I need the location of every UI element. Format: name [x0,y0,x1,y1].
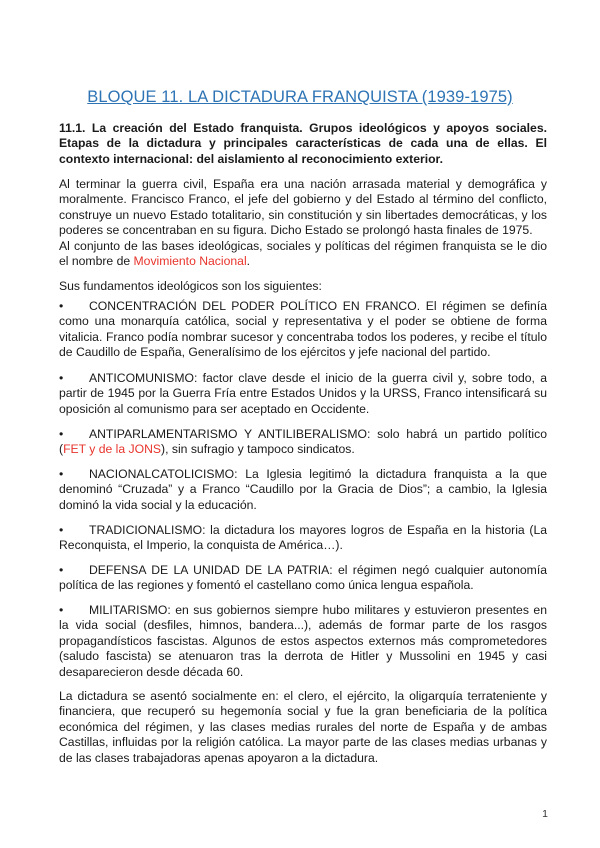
bullet-item-poder-politico [59,299,547,361]
bullet-icon: • [59,467,64,481]
bullet-item-nacionalcatolicismo [59,467,547,513]
section-heading: 11.1. La creación del Estado franquista. Grupos ideológicos y apoyos sociales. Etapas de la dictadura y principales características de cada una de ellas. El contexto internacional: del aislamiento al reconocimiento exterior. [59,121,547,166]
closing-paragraph: La dictadura se asentó socialmente en: el clero, el ejército, la oligarquía terrateniente y financiera, que recuperó su hegemonía social y fue la gran beneficiaria de la política económica del régimen, y las clases medias rurales del norte de España y de ambas Castillas, influidas por la religión católica. La mayor parte de las clases medias urbanas y de las clases trabajadoras apenas apoyaron a la dictadura. [59,689,547,765]
bases-paragraph [59,239,547,270]
document-title: BLOQUE 11. LA DICTADURA FRANQUISTA (1939-1975) [87,88,513,106]
page-number: 1 [542,808,548,820]
bullet-icon: • [59,371,64,385]
fundamentos-intro: Sus fundamentos ideológicos son los siguientes: [59,279,322,293]
bullet-item-unidad-patria [59,563,547,594]
bullet-text: DEFENSA DE LA UNIDAD DE LA PATRIA: el régimen negó cualquier autonomía política de las regiones y fomentó el castellano como única lengua española. [59,563,547,593]
bullet-icon: • [59,299,64,313]
bullet-icon: • [59,427,64,441]
bullet-text: CONCENTRACIÓN DEL PODER POLÍTICO EN FRANCO. El régimen se definía como una monarquía católica, social y representativa y el poder se obtiene de forma vitalicia. Franco podía nombrar sucesor y concentraba todos los poderes, y recibe el título de Caudillo de España, Generalísimo de los ejércitos y jefe nacional del partido. [59,299,547,360]
bullet-item-militarismo [59,603,547,680]
bases-text-after: . [246,254,251,269]
bullet-text-after: ), sin sufragio y tampoco sindicatos. [161,442,355,457]
bullet-text-before: ANTIPARLAMENTARISMO Y ANTILIBERALISMO: solo habrá un partido político ( [59,427,547,457]
bullet-text: NACIONALCATOLICISMO: La Iglesia legitimó la dictadura franquista a la que denominó “Cruzada” y a Franco “Caudillo por la Gracia de Dios”; a cambio, la Iglesia dominó la vida social y la educación. [59,467,547,512]
bullet-item-tradicionalismo [59,523,547,554]
fet-jons-highlight: FET y de la JONS [63,442,162,457]
bullet-item-antiparlamentarismo [59,427,547,458]
bullet-text: TRADICIONALISMO: la dictadura los mayores logros de España en la historia (La Reconquista, el Imperio, la conquista de América…). [59,523,547,553]
movimiento-nacional-highlight: Movimiento Nacional [133,254,247,269]
bullet-text: ANTICOMUNISMO: factor clave desde el inicio de la guerra civil y, sobre todo, a partir de 1945 por la Guerra Fría entre Estados Unidos y la URSS, Franco intensificará su oposición al comunismo para ser aceptado en Occidente. [59,371,547,416]
bullet-text: MILITARISMO: en sus gobiernos siempre hubo militares y estuvieron presentes en la vida social (desfiles, himnos, bandera...), además de formar parte de los rasgos propagandísticos fascistas. Algunos de estos aspectos externos más comprometedores (saludo fascista) se atenuaron tras la derrota de Hitler y Mussolini en 1945 y casi desaparecieron desde década 60. [59,603,547,679]
intro-paragraph: Al terminar la guerra civil, España era una nación arrasada material y demográfica y moralmente. Francisco Franco, el jefe del gobierno y del Estado al término del conflicto, construye un nuevo Estado totalitario, sin constitución y sin libertades democráticas, y los poderes se concentraban en su figura. Dicho Estado se prolongó hasta finales de 1975. [59,177,547,238]
bases-text-before: Al conjunto de las bases ideológicas, sociales y políticas del régimen franquista se le dio el nombre de [59,239,547,269]
bullet-item-anticomunismo [59,371,547,417]
bullet-icon: • [59,523,64,537]
bullet-icon: • [59,603,64,617]
bullet-icon: • [59,563,64,577]
